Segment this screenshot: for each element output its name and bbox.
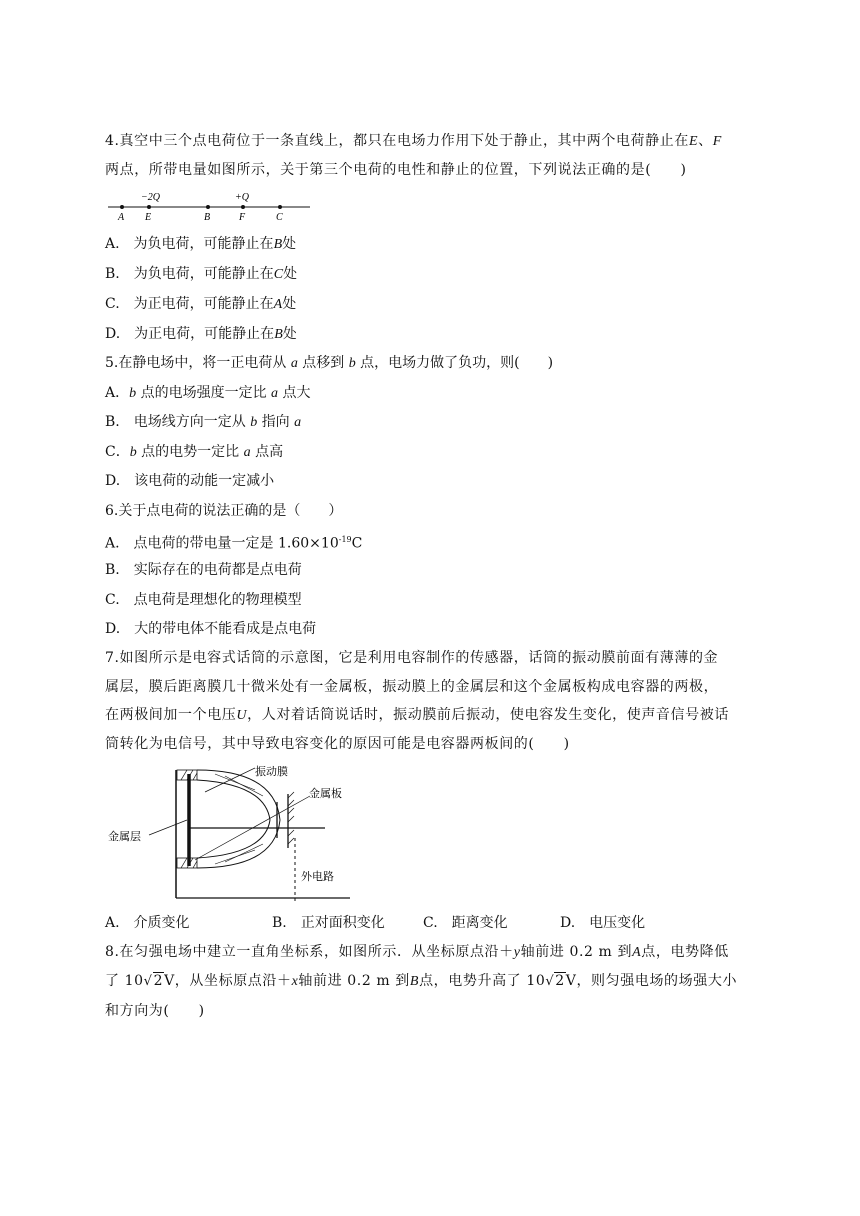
q4-stem-line1: 4.真空中三个点电荷位于一条直线上，都只在电场力作用下处于静止，其中两个电荷静止在E、F xyxy=(105,133,722,149)
q7-housing-bottom-inner xyxy=(197,820,270,858)
q4-dot-b xyxy=(206,205,210,209)
q6-option-d: D. 大的带电体不能看成是点电荷 xyxy=(105,621,317,637)
q7-stem-line2: 属层，膜后距离膜几十微米处有一金属板，振动膜上的金属层和这个金属板构成电容器的两极， xyxy=(105,679,719,695)
q5-option-b: B. 电场线方向一定从 b 指向 a xyxy=(105,414,302,430)
q5-option-a: A．b 点的电场强度一定比 a 点大 xyxy=(105,385,311,401)
q8-stem-line1: 8.在匀强电场中建立一直角坐标系，如图所示．从坐标原点沿＋y轴前进 0.2 m 到A点，电势降低 xyxy=(105,944,729,960)
q7-option-b: B. 正对面积变化 xyxy=(272,915,385,931)
q6-option-c: C. 点电荷是理想化的物理模型 xyxy=(105,592,302,608)
q8-sqrt-1: √2 xyxy=(143,973,164,989)
q4-dot-a xyxy=(120,205,124,209)
q4-charge-e-label: −2Q xyxy=(141,192,160,203)
q4-stem-line2: 两点，所带电量如图所示，关于第三个电荷的电性和静止的位置，下列说法正确的是( ) xyxy=(105,162,687,178)
q6-stem: 6.关于点电荷的说法正确的是（ ） xyxy=(105,503,343,519)
q4-point-c-label: C xyxy=(276,212,283,222)
q7-leader-membrane xyxy=(205,768,255,792)
q6-option-b: B. 实际存在的电荷都是点电荷 xyxy=(105,562,302,578)
q7-option-a: A. 介质变化 xyxy=(105,915,190,931)
q7-housing-bottom-outer xyxy=(197,820,280,868)
q4-dot-c xyxy=(278,205,282,209)
q4-option-b: B. 为负电荷，可能静止在C处 xyxy=(105,266,298,282)
q7-leader-layer xyxy=(149,820,187,835)
q7-label-plate: 金属板 xyxy=(309,787,342,800)
q7-stem-line4: 筒转化为电信号，其中导致电容变化的原因可能是电容器两板间的( ) xyxy=(105,736,570,752)
q4-option-d: D. 为正电荷，可能静止在B处 xyxy=(105,326,297,342)
q8-stem-line3: 和方向为( ) xyxy=(105,1003,205,1019)
q7-housing-top-inner xyxy=(197,780,270,820)
q7-microphone-figure xyxy=(105,762,355,910)
q4-option-a: A. 为负电荷，可能静止在B处 xyxy=(105,236,297,252)
q5-option-d: D. 该电荷的动能一定减小 xyxy=(105,473,275,489)
q7-option-c: C. 距离变化 xyxy=(423,915,508,931)
q5-stem: 5.在静电场中，将一正电荷从 a 点移到 b 点，电场力做了负功，则( ) xyxy=(105,355,554,371)
q7-label-membrane: 振动膜 xyxy=(255,765,288,778)
q4-charge-f-label: +Q xyxy=(235,192,249,203)
q7-stem-line3: 在两极间加一个电压U，人对着话筒说话时，振动膜前后振动，使电容发生变化，使声音信号被话 xyxy=(105,707,729,723)
q4-point-b-label: B xyxy=(204,212,211,222)
q5-option-c: C．b 点的电势一定比 a 点高 xyxy=(105,444,284,460)
q4-charge-figure xyxy=(105,188,315,222)
q4-point-f-label: F xyxy=(239,212,246,222)
q8-sqrt-2: √2 xyxy=(545,973,565,989)
q6-option-a: A. 点电荷的带电量一定是 $1.60\times 10^{-19}C$ xyxy=(105,535,363,552)
q7-option-d: D. 电压变化 xyxy=(560,915,646,931)
q7-label-circuit: 外电路 xyxy=(301,870,334,883)
q8-stem-line2: 了 10√2V，从坐标原点沿＋x轴前进 0.2 m 到B点，电势升高了 10√2V，则匀强电场的场强大小 xyxy=(105,971,737,992)
q4-point-e-label: E xyxy=(145,212,152,222)
q7-stem-line1: 7.如图所示是电容式话筒的示意图，它是利用电容制作的传感器，话筒的振动膜前面有薄薄的金 xyxy=(105,650,719,666)
q7-label-layer: 金属层 xyxy=(108,830,141,843)
q4-dot-e xyxy=(147,205,151,209)
q4-point-a-label: A xyxy=(118,212,125,222)
q4-option-c: C. 为正电荷，可能静止在A处 xyxy=(105,296,297,312)
q4-dot-f xyxy=(241,205,245,209)
